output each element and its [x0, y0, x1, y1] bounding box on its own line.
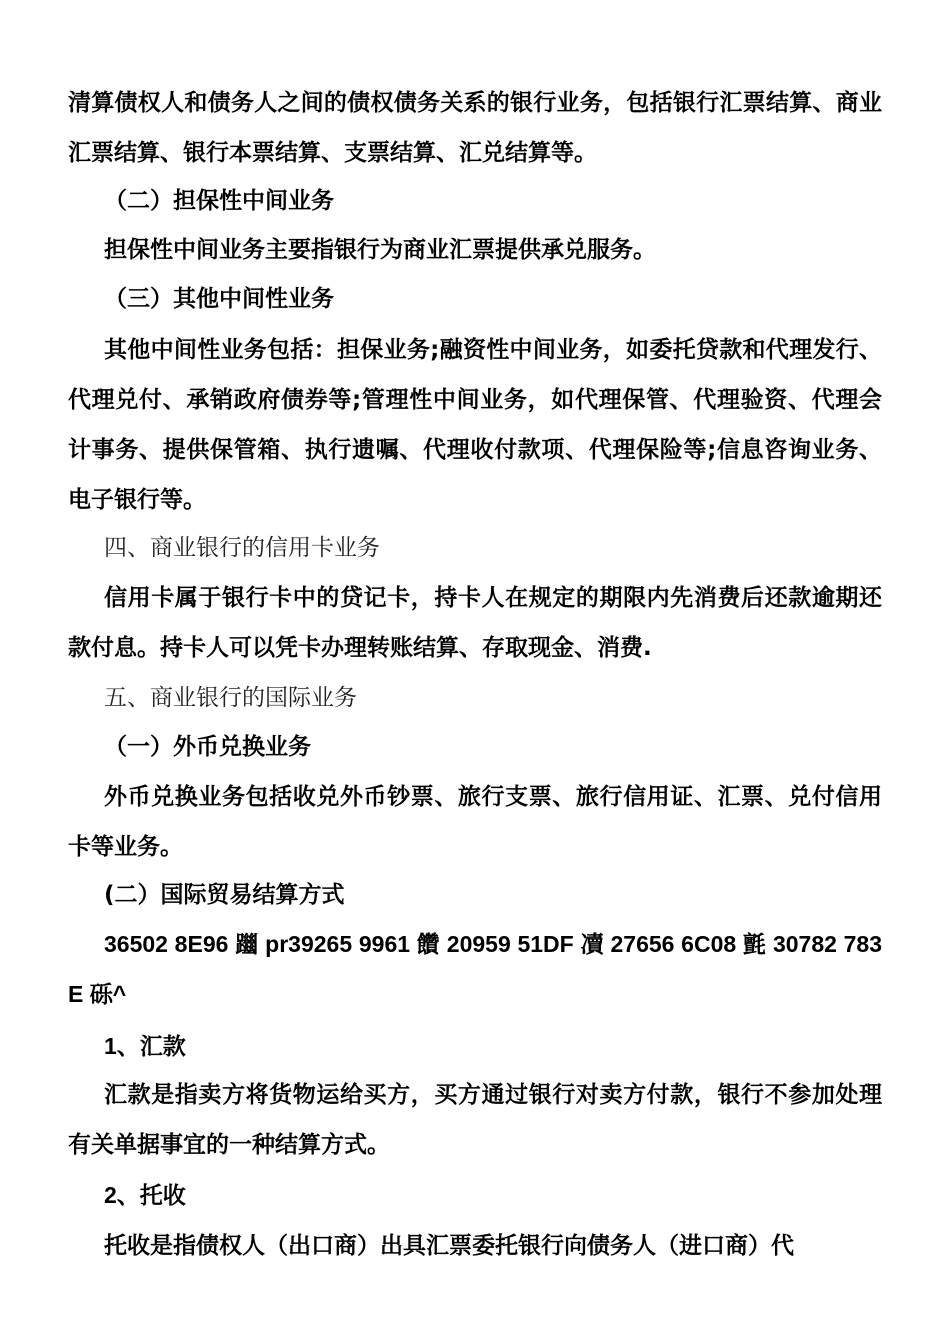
- paragraph-other-intermediary: 其他中间性业务包括：担保业务;融资性中间业务，如委托贷款和代理发行、代理兑付、承销政府债券等;管理性中间业务，如代理保管、代理验资、代理会计事务、提供保管箱、执行遗嘱、代理收付款项、代理保险等;信息咨询业务、电子银行等。: [68, 337, 882, 513]
- heading-currency-exchange: （一）外币兑换业务: [104, 734, 311, 760]
- heading-collection: 2、托收: [104, 1182, 186, 1208]
- heading-trade-settlement: (二）国际贸易结算方式: [104, 882, 345, 908]
- paragraph-currency-exchange: 外币兑换业务包括收兑外币钞票、旅行支票、旅行信用证、汇票、兑付信用卡等业务。: [68, 784, 882, 860]
- paragraph-guarantee-intermediary: 担保性中间业务主要指银行为商业汇票提供承兑服务。: [104, 237, 656, 263]
- paragraph-collection: 托收是指债权人（出口商）出具汇票委托银行向债务人（进口商）代: [104, 1233, 794, 1259]
- heading-other-intermediary: （三）其他中间性业务: [104, 286, 334, 312]
- paragraph-settlement-business: 清算债权人和债务人之间的债权债务关系的银行业务，包括银行汇票结算、商业汇票结算、银行本票结算、支票结算、汇兑结算等。: [68, 90, 882, 166]
- paragraph-code-sequence: 36502 8E96 躖 pr39265 9961 饡 20959 51DF 凟 27656 6C08 氈 30782 783E 砾^: [68, 931, 882, 1007]
- heading-guarantee-intermediary: （二）担保性中间业务: [104, 188, 334, 214]
- paragraph-remittance: 汇款是指卖方将货物运给买方，买方通过银行对卖方付款，银行不参加处理有关单据事宜的一种结算方式。: [68, 1082, 882, 1158]
- paragraph-credit-card-business: 信用卡属于银行卡中的贷记卡，持卡人在规定的期限内先消费后还款逾期还款付息。持卡人可以凭卡办理转账结算、存取现金、消费.: [68, 585, 882, 661]
- heading-credit-card-business: 四、商业银行的信用卡业务: [104, 535, 380, 561]
- heading-remittance: 1、汇款: [104, 1033, 186, 1059]
- heading-international-business: 五、商业银行的国际业务: [104, 685, 357, 711]
